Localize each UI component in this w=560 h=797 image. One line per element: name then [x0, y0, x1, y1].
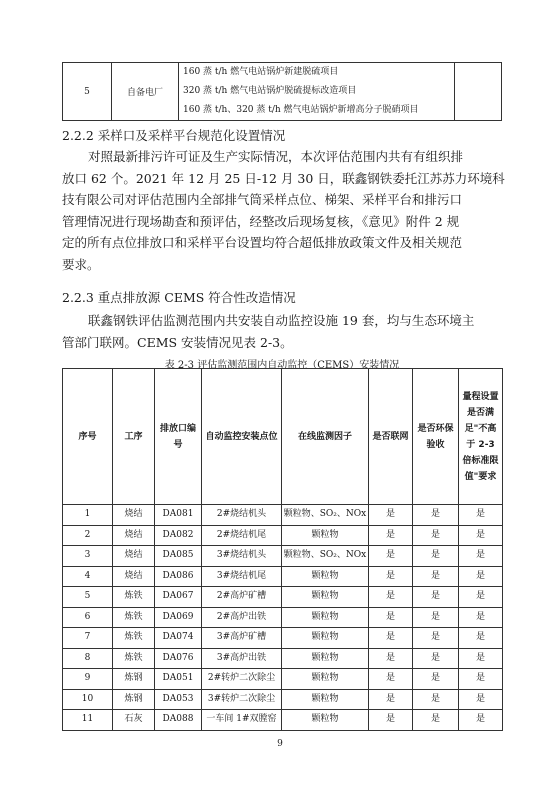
process-cell: 炼铁 [113, 648, 155, 669]
row-number-cell: 4 [63, 566, 113, 587]
outlet-id-cell: DA069 [155, 607, 202, 628]
table-row [63, 505, 503, 526]
process-cell: 炼铁 [113, 628, 155, 649]
header-cell: 排放口编号 [155, 369, 202, 505]
row-number-cell: 6 [63, 607, 113, 628]
range-compliant-cell: 是 [459, 607, 503, 628]
row-number-cell: 10 [63, 689, 113, 710]
page-number: 9 [277, 739, 283, 749]
env-accepted-cell: 是 [413, 628, 459, 649]
monitor-factors-cell: 颗粒物 [282, 525, 369, 546]
monitor-factors-cell: 颗粒物 [282, 669, 369, 690]
outlet-id-cell: DA051 [155, 669, 202, 690]
outlet-id-cell: DA086 [155, 566, 202, 587]
monitor-factors-cell: 颗粒物 [282, 587, 369, 608]
env-accepted-cell: 是 [413, 587, 459, 608]
table-row [63, 525, 503, 546]
range-compliant-cell: 是 [459, 525, 503, 546]
row-number-cell: 7 [63, 628, 113, 649]
paragraph-line: 定的所有点位排放口和采样平台设置均符合超低排放政策文件及相关规范 [62, 235, 463, 250]
outlet-id-cell: DA074 [155, 628, 202, 649]
header-cell: 是否联网 [369, 369, 413, 505]
env-accepted-cell: 是 [413, 505, 459, 526]
table-row [63, 669, 503, 690]
env-accepted-cell: 是 [413, 566, 459, 587]
paragraph-line: 联鑫钢铁评估监测范围内共安装自动监控设施 19 套，均与生态环境主 [88, 313, 475, 328]
monitor-factors-cell: 颗粒物 [282, 628, 369, 649]
monitor-location-cell: 2#高炉出铁 [202, 607, 282, 628]
env-accepted-cell: 是 [413, 669, 459, 690]
project-line: 160 蒸 t/h 燃气电站锅炉新建脱硫项目 [183, 67, 339, 77]
monitor-factors-cell: 颗粒物、SO₂、NOx [282, 546, 369, 567]
monitor-location-cell: 2#高炉矿槽 [202, 587, 282, 608]
env-accepted-cell: 是 [413, 710, 459, 731]
networked-cell: 是 [369, 689, 413, 710]
continued-project-table [62, 62, 502, 121]
paragraph-line: 技有限公司对评估范围内全部排气筒采样点位、梯架、采样平台和排污口 [62, 192, 463, 207]
row-projects [179, 63, 455, 121]
paragraph-line: 要求。 [62, 256, 100, 272]
outlet-id-cell: DA088 [155, 710, 202, 731]
outlet-id-cell: DA082 [155, 525, 202, 546]
networked-cell: 是 [369, 505, 413, 526]
table-row [63, 63, 502, 121]
monitor-factors-cell: 颗粒物、SO₂、NOx [282, 505, 369, 526]
section-paragraph-2-2-3 [62, 310, 502, 353]
outlet-id-cell: DA081 [155, 505, 202, 526]
process-cell: 炼钢 [113, 669, 155, 690]
range-compliant-cell: 是 [459, 648, 503, 669]
range-compliant-cell: 是 [459, 587, 503, 608]
project-line: 320 蒸 t/h 燃气电站锅炉脱硫提标改造项目 [183, 86, 357, 96]
monitor-factors-cell: 颗粒物 [282, 648, 369, 669]
paragraph-line: 管部门联网。CEMS 安装情况见表 2-3。 [62, 334, 293, 350]
header-cell: 在线监测因子 [282, 369, 369, 505]
header-cell: 序号 [63, 369, 113, 505]
row-extra [455, 63, 502, 121]
table-caption: 表 2-3 评估监测范围内自动监控（CEMS）安装情况 [164, 360, 400, 371]
monitor-factors-cell: 颗粒物 [282, 710, 369, 731]
table-row [63, 648, 503, 669]
row-type: 自备电厂 [112, 63, 179, 121]
table-header-row [63, 369, 503, 505]
monitor-location-cell: 3#高炉矿槽 [202, 628, 282, 649]
networked-cell: 是 [369, 669, 413, 690]
networked-cell: 是 [369, 607, 413, 628]
section-heading-2-2-3: 2.2.3 重点排放源 CEMS 符合性改造情况 [62, 290, 296, 305]
monitor-location-cell: 3#高炉出铁 [202, 648, 282, 669]
range-compliant-cell: 是 [459, 505, 503, 526]
row-number-cell: 5 [63, 587, 113, 608]
paragraph-line: 放口 62 个。2021 年 12 月 25 日-12 月 30 日，联鑫钢铁委托江苏苏力环境科 [62, 170, 505, 186]
networked-cell: 是 [369, 525, 413, 546]
process-cell: 烧结 [113, 546, 155, 567]
table-row [63, 546, 503, 567]
monitor-location-cell: 3#烧结机头 [202, 546, 282, 567]
env-accepted-cell: 是 [413, 546, 459, 567]
outlet-id-cell: DA076 [155, 648, 202, 669]
monitor-location-cell: 一车间 1#双膛窑 [202, 710, 282, 731]
range-compliant-cell: 是 [459, 546, 503, 567]
process-cell: 炼铁 [113, 607, 155, 628]
outlet-id-cell: DA053 [155, 689, 202, 710]
table-row [63, 587, 503, 608]
row-number-cell: 8 [63, 648, 113, 669]
table-row [63, 607, 503, 628]
process-cell: 烧结 [113, 525, 155, 546]
cems-table [62, 368, 503, 731]
env-accepted-cell: 是 [413, 689, 459, 710]
cems-table-body [63, 505, 503, 731]
outlet-id-cell: DA067 [155, 587, 202, 608]
outlet-id-cell: DA085 [155, 546, 202, 567]
monitor-factors-cell: 颗粒物 [282, 566, 369, 587]
table-row [63, 566, 503, 587]
env-accepted-cell: 是 [413, 525, 459, 546]
range-compliant-cell: 是 [459, 689, 503, 710]
range-compliant-cell: 是 [459, 566, 503, 587]
networked-cell: 是 [369, 710, 413, 731]
monitor-factors-cell: 颗粒物 [282, 607, 369, 628]
process-cell: 烧结 [113, 566, 155, 587]
row-number-cell: 9 [63, 669, 113, 690]
range-compliant-cell: 是 [459, 710, 503, 731]
header-cell: 自动监控安装点位 [202, 369, 282, 505]
networked-cell: 是 [369, 566, 413, 587]
range-compliant-cell: 是 [459, 628, 503, 649]
networked-cell: 是 [369, 648, 413, 669]
process-cell: 炼铁 [113, 587, 155, 608]
row-number-cell: 3 [63, 546, 113, 567]
env-accepted-cell: 是 [413, 607, 459, 628]
table-row [63, 710, 503, 731]
process-cell: 石灰 [113, 710, 155, 731]
header-cell: 工序 [113, 369, 155, 505]
monitor-location-cell: 3#转炉二次除尘 [202, 689, 282, 710]
monitor-location-cell: 2#转炉二次除尘 [202, 669, 282, 690]
process-cell: 烧结 [113, 505, 155, 526]
section-paragraph-2-2-2 [62, 146, 505, 275]
networked-cell: 是 [369, 546, 413, 567]
paragraph-line: 管理情况进行现场勘查和预评估，经整改后现场复核，《意见》附件 2 规 [62, 213, 460, 229]
header-cell: 量程设置是否满足"不高于 2-3 倍标准限值"要求 [459, 369, 503, 505]
project-line: 160 蒸 t/h、320 蒸 t/h 燃气电站锅炉新增高分子脱硝项目 [183, 105, 419, 115]
range-compliant-cell: 是 [459, 669, 503, 690]
process-cell: 炼钢 [113, 689, 155, 710]
section-heading-2-2-2: 2.2.2 采样口及采样平台规范化设置情况 [62, 128, 286, 143]
row-number-cell: 11 [63, 710, 113, 731]
header-cell: 是否环保验收 [413, 369, 459, 505]
table-row [63, 628, 503, 649]
row-number: 5 [63, 63, 112, 121]
table-row [63, 689, 503, 710]
networked-cell: 是 [369, 628, 413, 649]
paragraph-line: 对照最新排污许可证及生产实际情况，本次评估范围内共有有组织排 [88, 149, 464, 164]
monitor-factors-cell: 颗粒物 [282, 689, 369, 710]
row-number-cell: 1 [63, 505, 113, 526]
monitor-location-cell: 3#烧结机尾 [202, 566, 282, 587]
env-accepted-cell: 是 [413, 648, 459, 669]
monitor-location-cell: 2#烧结机尾 [202, 525, 282, 546]
networked-cell: 是 [369, 587, 413, 608]
monitor-location-cell: 2#烧结机头 [202, 505, 282, 526]
row-number-cell: 2 [63, 525, 113, 546]
